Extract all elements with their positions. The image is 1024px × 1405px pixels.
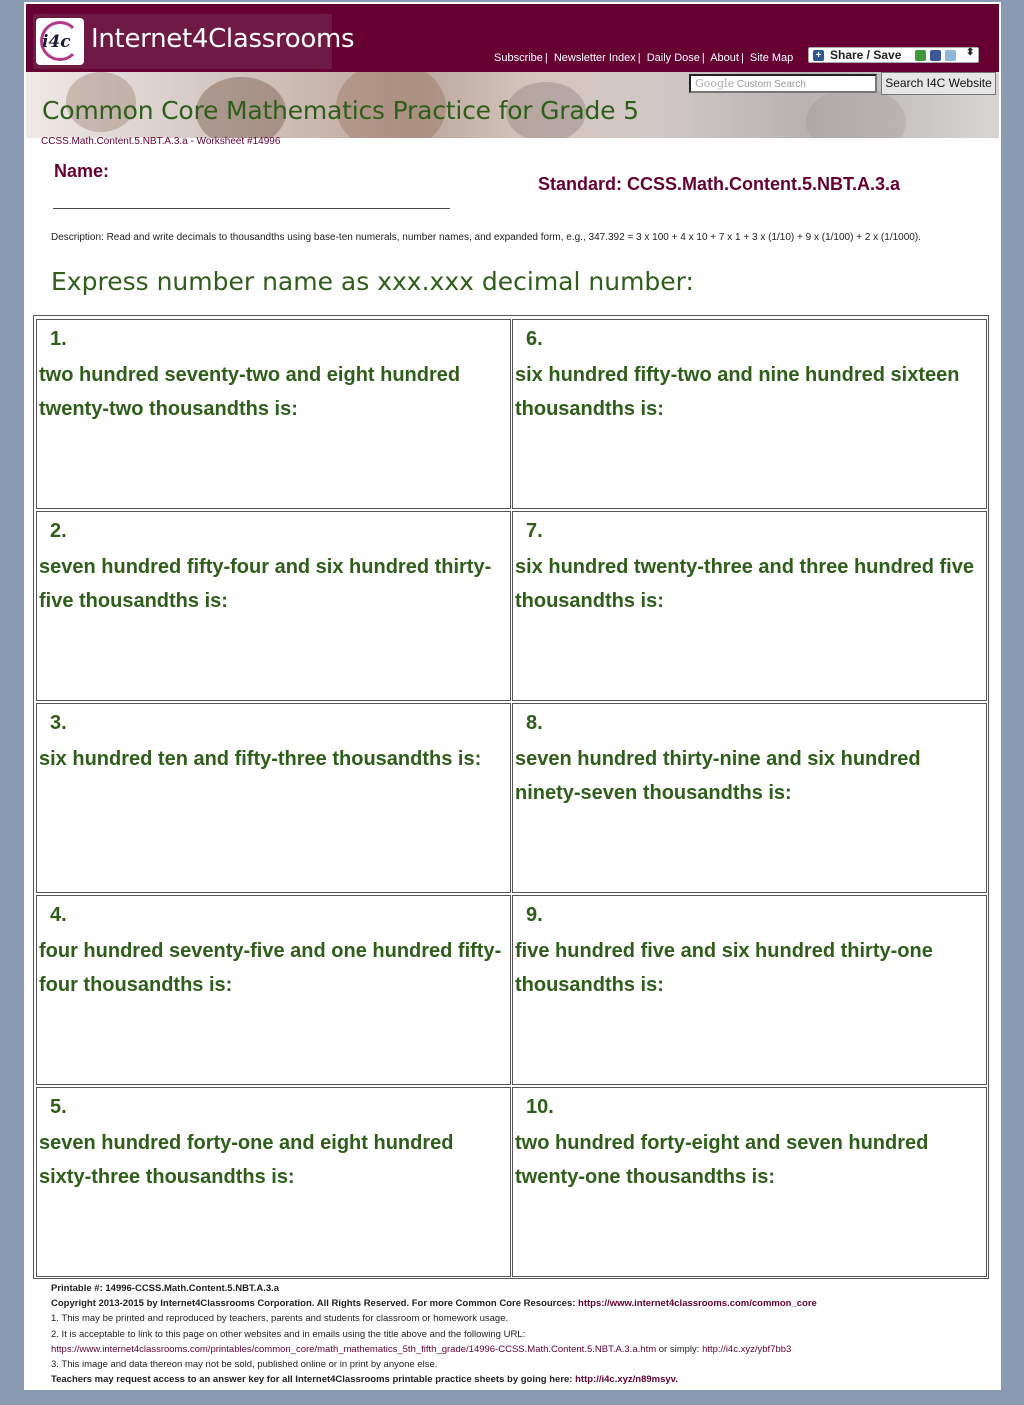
page bbox=[24, 2, 1001, 1390]
facebook-icon bbox=[930, 50, 941, 61]
top-nav: Subscribe | Newsletter Index | Daily Dose | About | Site Map bbox=[494, 52, 794, 64]
problem-text: seven hundred fifty-four and six hundred thirty-five thousandths is: bbox=[39, 556, 492, 612]
note-2-urls bbox=[51, 1342, 991, 1357]
problem-number: 5. bbox=[50, 1096, 67, 1118]
problem-grid bbox=[33, 315, 989, 1279]
custom-search-input[interactable] bbox=[689, 74, 877, 93]
page-title: Common Core Mathematics Practice for Grade 5 bbox=[42, 96, 639, 125]
logo-badge-icon bbox=[36, 18, 84, 65]
problem-cell bbox=[36, 511, 511, 701]
name-label: Name: bbox=[54, 161, 110, 181]
refresh-icon bbox=[915, 50, 926, 61]
note-3: 3. This image and data thereon may not be sold, published online or in print by anyone else. bbox=[51, 1359, 438, 1371]
problem-cell bbox=[512, 1087, 987, 1277]
problem-text: seven hundred thirty-nine and six hundred ninety-seven thousandths is: bbox=[515, 748, 921, 804]
copyright-text: Copyright 2013-2015 by Internet4Classrooms Corporation. All Rights Reserved. For more Common Core Resources: bbox=[51, 1298, 576, 1310]
problem-number: 7. bbox=[526, 520, 543, 542]
search-site-button[interactable]: Search I4C Website bbox=[881, 72, 996, 95]
answer-key-link[interactable]: http://i4c.xyz/n89msyv. bbox=[575, 1374, 678, 1386]
problem-number: 3. bbox=[50, 712, 67, 734]
common-core-link[interactable]: https://www.internet4classrooms.com/common_core bbox=[578, 1298, 817, 1310]
note-1: 1. This may be printed and reproduced by teachers, parents and students for classroom or homework usage. bbox=[51, 1313, 509, 1325]
twitter-icon bbox=[945, 50, 956, 61]
problem-text: seven hundred forty-one and eight hundred sixty-three thousandths is: bbox=[39, 1132, 454, 1188]
problem-number: 4. bbox=[50, 904, 67, 926]
header-bar bbox=[24, 2, 1001, 72]
google-brand-text: Google bbox=[695, 77, 735, 90]
problem-text: two hundred forty-eight and seven hundred twenty-one thousandths is: bbox=[515, 1132, 929, 1188]
share-save-button[interactable] bbox=[808, 47, 979, 63]
standard-label: Standard: CCSS.Math.Content.5.NBT.A.3.a bbox=[538, 174, 901, 194]
nav-about[interactable]: About bbox=[710, 52, 739, 64]
printable-number: Printable #: 14996-CCSS.Math.Content.5.NBT.A.3.a bbox=[51, 1283, 280, 1294]
name-write-line bbox=[53, 208, 450, 209]
worksheet-id: CCSS.Math.Content.5.NBT.A.3.a - Worksheet #14996 bbox=[41, 136, 281, 147]
problem-cell bbox=[512, 319, 987, 509]
footer bbox=[51, 1281, 991, 1387]
problem-text: six hundred twenty-three and three hundred five thousandths is: bbox=[515, 556, 974, 612]
problem-cell bbox=[512, 511, 987, 701]
problem-number: 2. bbox=[50, 520, 67, 542]
short-url-link[interactable]: http://i4c.xyz/ybf7bb3 bbox=[702, 1343, 792, 1355]
answer-key-line bbox=[51, 1372, 991, 1387]
logo-badge-text: i4c bbox=[42, 32, 71, 52]
nav-subscribe[interactable]: Subscribe bbox=[494, 52, 543, 64]
problem-number: 10. bbox=[526, 1096, 554, 1118]
share-plus-icon: + bbox=[813, 50, 824, 61]
problem-text: four hundred seventy-five and one hundred fifty-four thousandths is: bbox=[39, 940, 502, 996]
problem-number: 9. bbox=[526, 904, 543, 926]
answer-key-text: Teachers may request access to an answer key for all Internet4Classrooms printable practice sheets by going here: bbox=[51, 1374, 573, 1386]
nav-newsletter-index[interactable]: Newsletter Index bbox=[553, 52, 636, 64]
problem-text: two hundred seventy-two and eight hundred twenty-two thousandths is: bbox=[39, 364, 461, 420]
problem-text: five hundred five and six hundred thirty-one thousandths is: bbox=[515, 940, 933, 996]
problem-number: 1. bbox=[50, 328, 67, 350]
instructions: Express number name as xxx.xxx decimal number: bbox=[51, 267, 694, 296]
problem-cell bbox=[36, 319, 511, 509]
nav-site-map[interactable]: Site Map bbox=[749, 52, 794, 64]
problem-cell bbox=[36, 703, 511, 893]
or-text: or simply: bbox=[656, 1343, 703, 1355]
site-logo[interactable] bbox=[33, 14, 355, 69]
search-placeholder: Custom Search bbox=[736, 79, 806, 90]
nav-daily-dose[interactable]: Daily Dose bbox=[646, 52, 700, 64]
copyright-line bbox=[51, 1296, 991, 1311]
problem-cell bbox=[36, 1087, 511, 1277]
standard-description: Description: Read and write decimals to thousandths using base-ten numerals, number names, and expanded form, e.g., 347.392 = 3 x 100 + 4 x 10 + 7 x 1 + 3 x (1/10) + 9 x (1/100) + 2 x (1/1000). bbox=[51, 232, 921, 243]
problem-cell bbox=[512, 895, 987, 1085]
problem-cell bbox=[36, 895, 511, 1085]
share-label: Share / Save bbox=[830, 48, 902, 62]
problem-cell bbox=[512, 703, 987, 893]
dropdown-arrows-icon: ⬍ bbox=[966, 47, 975, 58]
problem-number: 8. bbox=[526, 712, 543, 734]
worksheet-url-link[interactable]: https://www.internet4classrooms.com/printables/common_core/math_mathematics_5th_fifth_grade/14996-CCSS.Math.Content.5.NBT.A.3.a.htm bbox=[51, 1343, 657, 1355]
note-2: 2. It is acceptable to link to this page on other websites and in emails using the title above and the following URL: bbox=[51, 1328, 526, 1340]
problem-text: six hundred ten and fifty-three thousandths is: bbox=[39, 748, 482, 770]
problem-text: six hundred fifty-two and nine hundred sixteen thousandths is: bbox=[515, 364, 960, 420]
problem-number: 6. bbox=[526, 328, 543, 350]
logo-text: Internet4Classrooms bbox=[91, 24, 355, 54]
